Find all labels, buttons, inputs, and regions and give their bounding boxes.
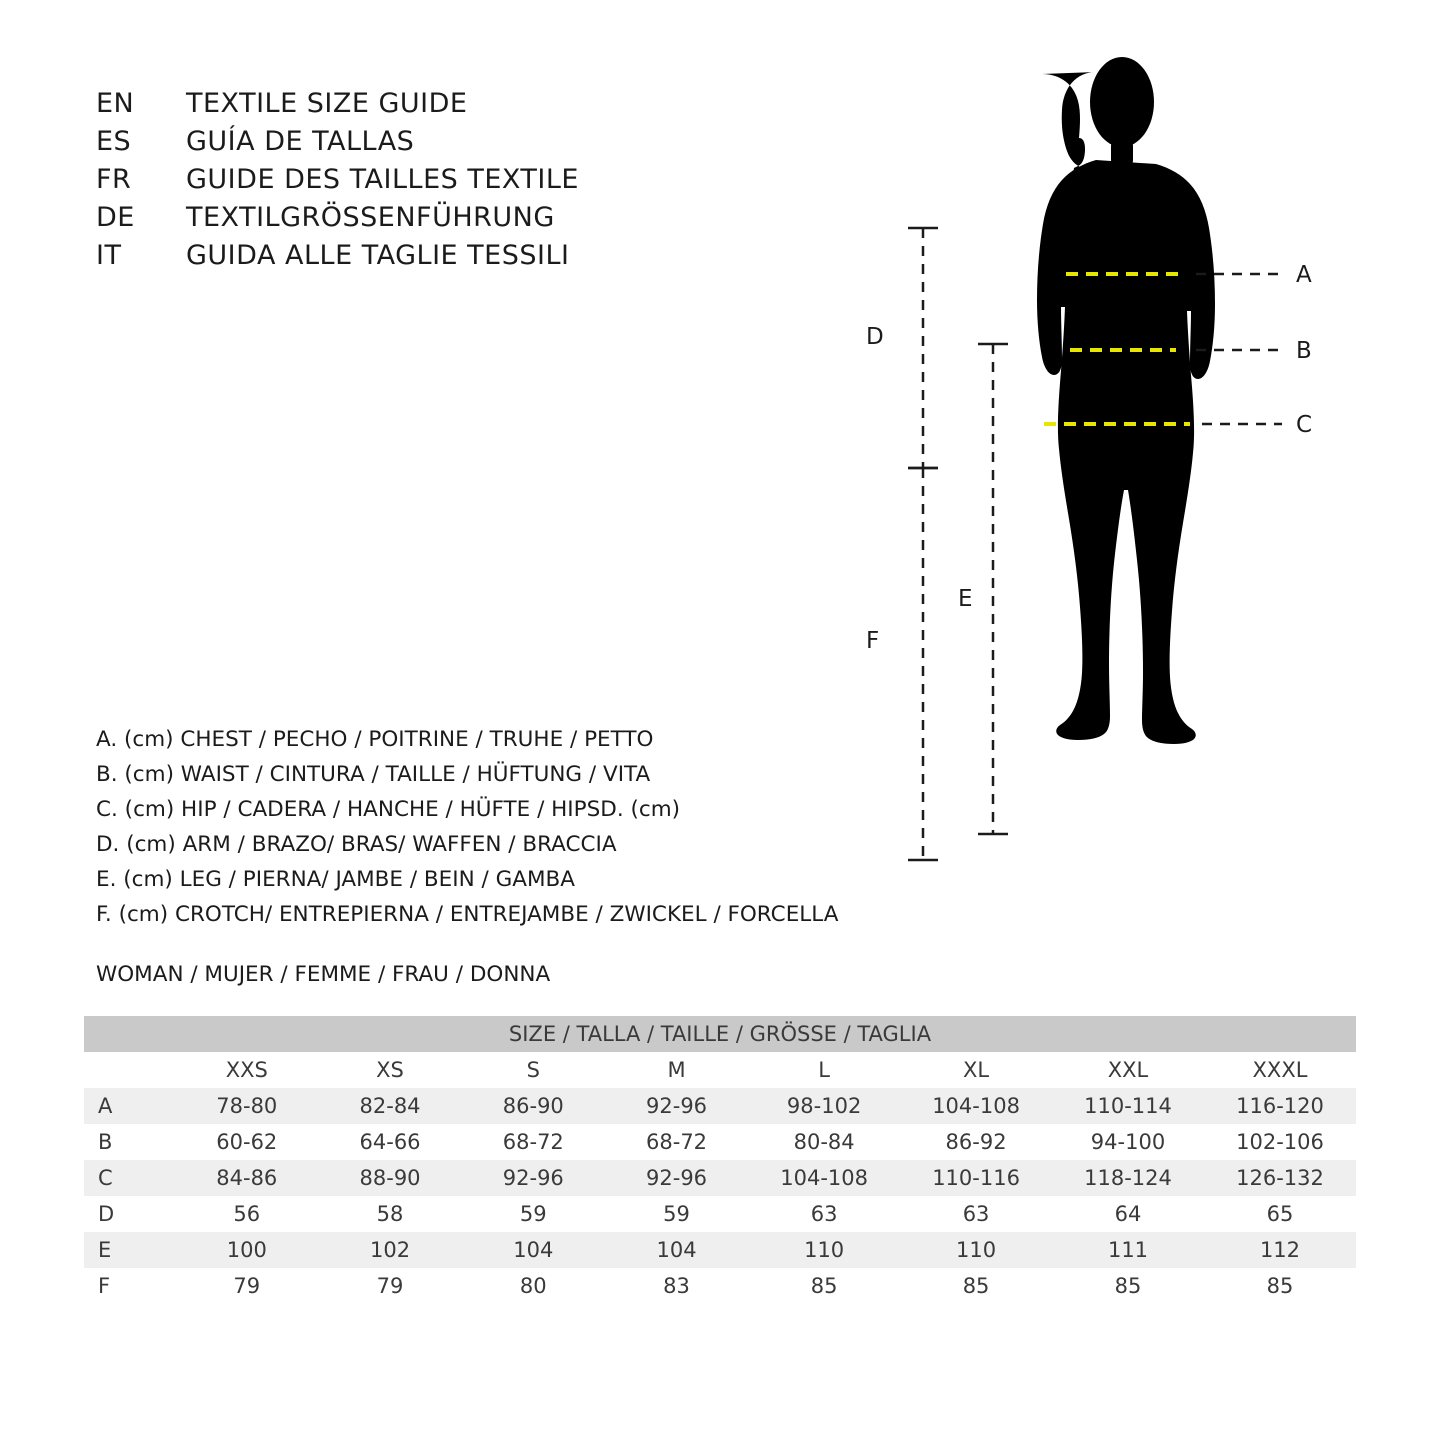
title-row-fr — [96, 164, 736, 202]
legend-item-e: E. (cm) LEG / PIERNA/ JAMBE / BEIN / GAMBA — [96, 867, 575, 892]
cell-c-xxl: 118-124 — [1052, 1160, 1204, 1196]
cell-a-s: 86-90 — [462, 1088, 605, 1124]
col-header-xxl: XXL — [1052, 1052, 1204, 1088]
table-column-headers — [84, 1052, 1356, 1088]
cell-b-xxs: 60-62 — [175, 1124, 318, 1160]
table-row — [84, 1232, 1356, 1268]
row-key-f: F — [84, 1268, 175, 1304]
cell-c-m: 92-96 — [605, 1160, 748, 1196]
title-text-es: GUÍA DE TALLAS — [186, 126, 415, 157]
gender-group-label: WOMAN / MUJER / FEMME / FRAU / DONNA — [96, 962, 551, 987]
legend-item-c: C. (cm) HIP / CADERA / HANCHE / HÜFTE / HIPSD. (cm) — [96, 797, 681, 822]
cell-e-l: 110 — [748, 1232, 900, 1268]
cell-f-xs: 79 — [318, 1268, 461, 1304]
title-lang-es: ES — [96, 126, 132, 157]
cell-d-m: 59 — [605, 1196, 748, 1232]
cell-f-xxl: 85 — [1052, 1268, 1204, 1304]
cell-d-l: 63 — [748, 1196, 900, 1232]
cell-d-xxxl: 65 — [1204, 1196, 1356, 1232]
title-row-en — [96, 88, 736, 126]
cell-b-m: 68-72 — [605, 1124, 748, 1160]
col-header-s: S — [462, 1052, 605, 1088]
cell-f-xl: 85 — [900, 1268, 1052, 1304]
leg-bracket — [978, 344, 1008, 834]
cell-a-m: 92-96 — [605, 1088, 748, 1124]
cell-a-l: 98-102 — [748, 1088, 900, 1124]
title-lang-it: IT — [96, 240, 122, 271]
cell-d-xs: 58 — [318, 1196, 461, 1232]
legend-item-a: A. (cm) CHEST / PECHO / POITRINE / TRUHE / PETTO — [96, 727, 654, 752]
table-row — [84, 1160, 1356, 1196]
title-lang-de: DE — [96, 202, 135, 233]
cell-b-xxl: 94-100 — [1052, 1124, 1204, 1160]
table-row — [84, 1124, 1356, 1160]
cell-c-s: 92-96 — [462, 1160, 605, 1196]
title-text-en: TEXTILE SIZE GUIDE — [186, 88, 468, 119]
table-band-label: SIZE / TALLA / TAILLE / GRÖSSE / TAGLIA — [84, 1016, 1356, 1052]
cell-b-xxxl: 102-106 — [1204, 1124, 1356, 1160]
size-table — [84, 1016, 1356, 1304]
cell-a-xs: 82-84 — [318, 1088, 461, 1124]
cell-c-xl: 110-116 — [900, 1160, 1052, 1196]
crotch-bracket — [908, 468, 938, 860]
legend-item-f: F. (cm) CROTCH/ ENTREPIERNA / ENTREJAMBE / ZWICKEL / FORCELLA — [96, 902, 839, 927]
cell-e-xxl: 111 — [1052, 1232, 1204, 1268]
title-block — [96, 88, 736, 278]
female-silhouette-icon — [1037, 57, 1215, 744]
row-key-d: D — [84, 1196, 175, 1232]
title-text-it: GUIDA ALLE TAGLIE TESSILI — [186, 240, 570, 271]
row-key-c: C — [84, 1160, 175, 1196]
title-row-de — [96, 202, 736, 240]
cell-f-xxxl: 85 — [1204, 1268, 1356, 1304]
cell-f-xxs: 79 — [175, 1268, 318, 1304]
col-header-m: M — [605, 1052, 748, 1088]
row-key-a: A — [84, 1088, 175, 1124]
title-lang-en: EN — [96, 88, 135, 119]
cell-b-xs: 64-66 — [318, 1124, 461, 1160]
figure-label-b: B — [1296, 338, 1312, 364]
title-text-de: TEXTILGRÖSSENFÜHRUNG — [186, 202, 555, 233]
row-key-e: E — [84, 1232, 175, 1268]
cell-a-xxxl: 116-120 — [1204, 1088, 1356, 1124]
corner-cell — [84, 1052, 175, 1088]
cell-d-s: 59 — [462, 1196, 605, 1232]
cell-b-s: 68-72 — [462, 1124, 605, 1160]
col-header-l: L — [748, 1052, 900, 1088]
table-row — [84, 1088, 1356, 1124]
cell-e-xxs: 100 — [175, 1232, 318, 1268]
table-row — [84, 1196, 1356, 1232]
table-row — [84, 1268, 1356, 1304]
cell-a-xxs: 78-80 — [175, 1088, 318, 1124]
cell-c-xs: 88-90 — [318, 1160, 461, 1196]
figure-label-d: D — [866, 324, 884, 350]
legend-item-d: D. (cm) ARM / BRAZO/ BRAS/ WAFFEN / BRACCIA — [96, 832, 617, 857]
legend-item-b: B. (cm) WAIST / CINTURA / TAILLE / HÜFTUNG / VITA — [96, 762, 651, 787]
body-measurement-diagram — [830, 50, 1390, 910]
cell-e-m: 104 — [605, 1232, 748, 1268]
cell-f-s: 80 — [462, 1268, 605, 1304]
legend-block — [96, 722, 896, 932]
cell-b-l: 80-84 — [748, 1124, 900, 1160]
arm-bracket — [908, 228, 938, 468]
col-header-xxs: XXS — [175, 1052, 318, 1088]
table-band-header — [84, 1016, 1356, 1052]
cell-e-xl: 110 — [900, 1232, 1052, 1268]
title-row-es — [96, 126, 736, 164]
title-row-it — [96, 240, 736, 278]
row-key-b: B — [84, 1124, 175, 1160]
cell-d-xxl: 64 — [1052, 1196, 1204, 1232]
cell-e-xs: 102 — [318, 1232, 461, 1268]
figure-label-c: C — [1296, 412, 1313, 438]
cell-f-l: 85 — [748, 1268, 900, 1304]
cell-c-xxs: 84-86 — [175, 1160, 318, 1196]
cell-e-xxxl: 112 — [1204, 1232, 1356, 1268]
title-lang-fr: FR — [96, 164, 132, 195]
cell-f-m: 83 — [605, 1268, 748, 1304]
cell-c-xxxl: 126-132 — [1204, 1160, 1356, 1196]
figure-label-e: E — [958, 586, 973, 612]
cell-a-xl: 104-108 — [900, 1088, 1052, 1124]
cell-c-l: 104-108 — [748, 1160, 900, 1196]
cell-b-xl: 86-92 — [900, 1124, 1052, 1160]
cell-e-s: 104 — [462, 1232, 605, 1268]
cell-d-xl: 63 — [900, 1196, 1052, 1232]
col-header-xxxl: XXXL — [1204, 1052, 1356, 1088]
cell-a-xxl: 110-114 — [1052, 1088, 1204, 1124]
cell-d-xxs: 56 — [175, 1196, 318, 1232]
col-header-xl: XL — [900, 1052, 1052, 1088]
col-header-xs: XS — [318, 1052, 461, 1088]
figure-label-a: A — [1296, 262, 1312, 288]
title-text-fr: GUIDE DES TAILLES TEXTILE — [186, 164, 579, 195]
figure-label-f: F — [866, 628, 880, 654]
